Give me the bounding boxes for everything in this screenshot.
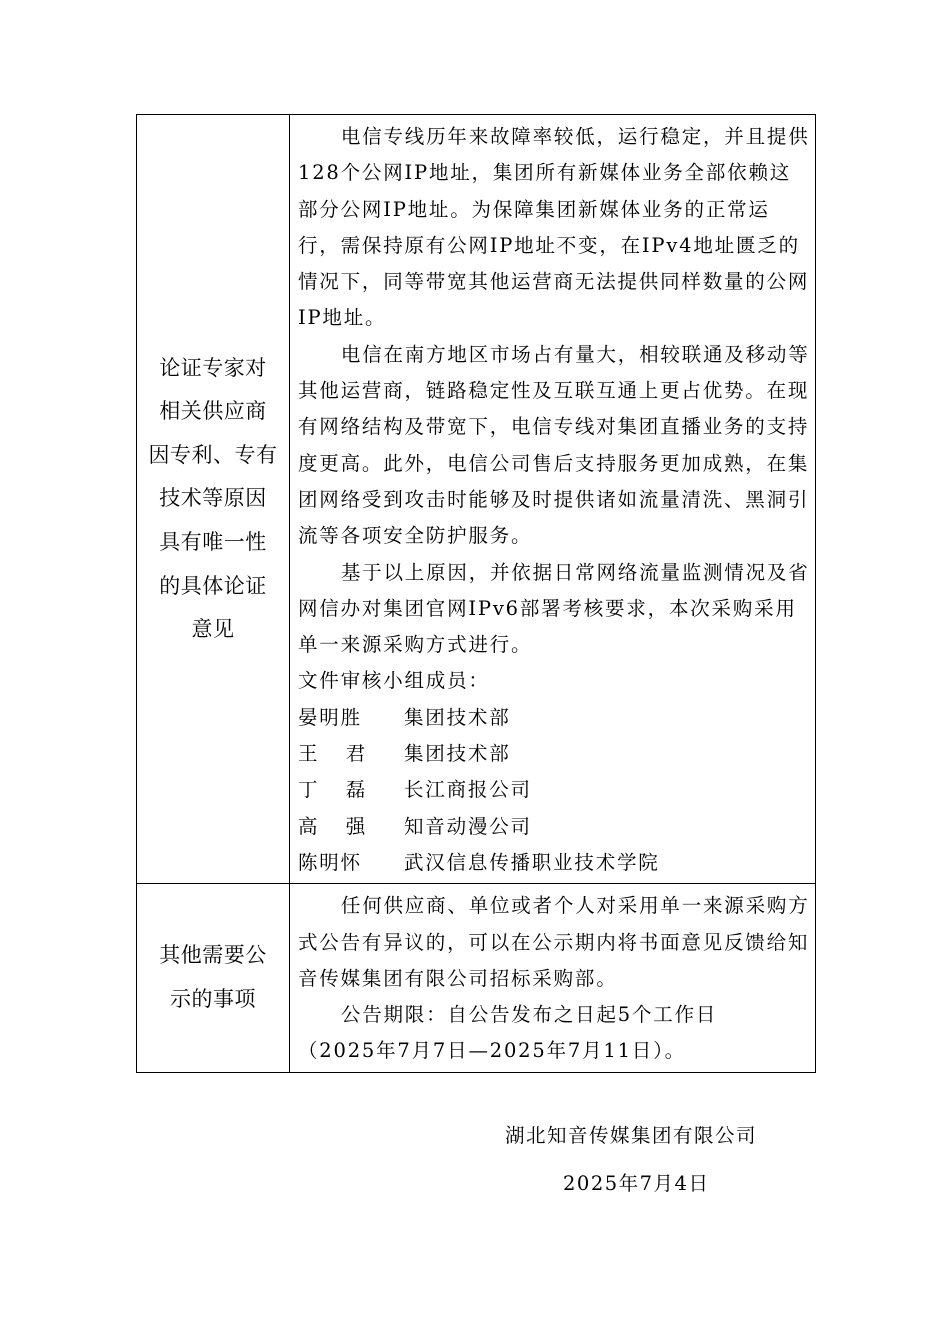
label-line: 相关供应商 [159,399,267,424]
member-row [298,772,811,808]
paragraph: 基于以上原因，并依据日常网络流量监测情况及省网信办对集团官网IPv6部署考核要求，本次采购采用单一来源采购方式进行。 [298,560,810,657]
member-name: 丁 磊 [298,778,377,802]
row-label-expert-opinion [137,115,290,884]
member-org: 长江商报公司 [404,778,532,802]
row-label-other-matters [137,884,290,1072]
label-line: 其他需要公 [159,943,267,968]
member-row [298,700,811,736]
label-line: 技术等原因 [159,486,267,511]
member-org: 集团技术部 [404,742,511,766]
member-name: 陈明怀 [298,850,362,874]
paragraph: 任何供应商、单位或者个人对采用单一来源采购方式公告有异议的，可以在公示期内将书面意见反馈给知音传媒集团有限公司招标采购部。 [298,894,810,990]
issue-date: 2025年7月4日 [563,1172,710,1195]
label-line: 论证专家对 [159,355,267,380]
issuer-company: 湖北知音传媒集团有限公司 [505,1124,758,1147]
paragraph: 电信专线历年来故障率较低，运行稳定，并且提供128个公网IP地址，集团所有新媒体业务全部依赖这部分公网IP地址。为保障集团新媒体业务的正常运行，需保持原有公网IP地址不变，在IPv4地址匮乏的情况下，同等带宽其他运营商无法提供同样数量的公网IP地址。 [298,125,810,330]
label-line: 示的事项 [170,986,256,1011]
members-title: 文件审核小组成员： [298,669,490,693]
label-line: 的具体论证 [159,573,267,598]
member-row [298,736,811,772]
member-row [298,845,811,881]
notice-period-dates: （2025年7月7日—2025年7月11日）。 [298,1039,686,1063]
label-line: 具有唯一性 [159,529,267,554]
procurement-table [136,114,816,1073]
member-name: 王 君 [298,742,377,766]
label-line: 意见 [191,617,235,642]
member-row [298,809,811,845]
member-org: 集团技术部 [404,705,511,729]
member-name: 高 强 [298,814,377,838]
label-line: 因专利、专有 [148,442,278,467]
row-content-expert-opinion [290,115,816,884]
table-row [137,115,816,884]
paragraph: 公告期限：自公告发布之日起5个工作日 [340,1003,718,1027]
paragraph: 电信在南方地区市场占有量大，相较联通及移动等其他运营商，链路稳定性及互联互通上更占优势。在现有网络结构及带宽下，电信专线对集团直播业务的支持度更高。此外，电信公司售后支持服务更加成熟，在集团网络受到攻击时能够及时提供诸如流量清洗、黑洞引流等各项安全防护服务。 [298,342,810,548]
table-row [137,884,816,1072]
member-name: 晏明胜 [298,705,362,729]
row-content-other-matters [290,884,816,1072]
member-org: 知音动漫公司 [404,814,532,838]
member-org: 武汉信息传播职业技术学院 [404,850,660,874]
